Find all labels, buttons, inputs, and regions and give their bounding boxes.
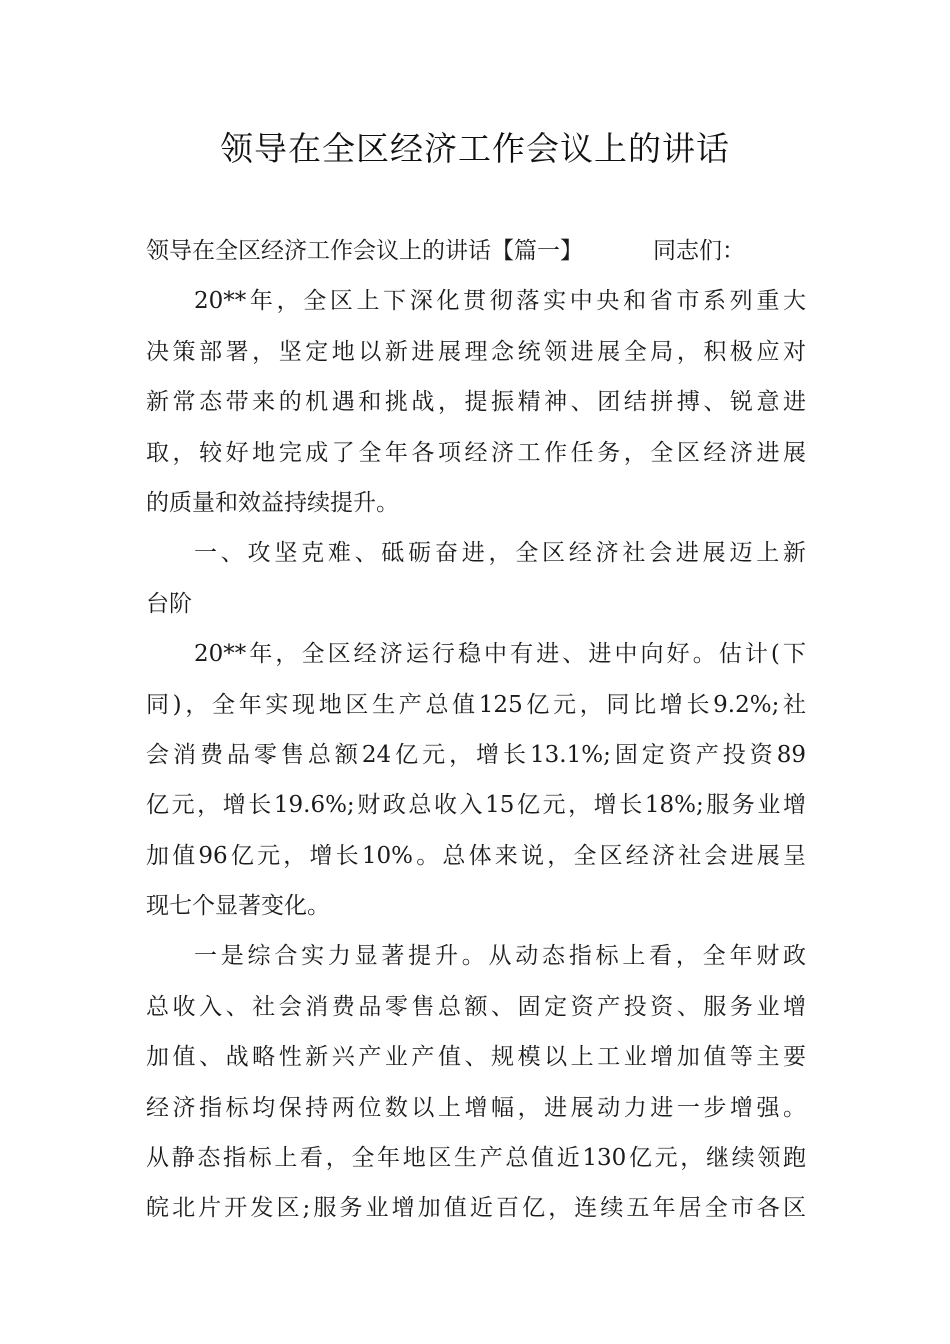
section-heading: 领导在全区经济工作会议上的讲话【篇一】 xyxy=(146,238,583,264)
paragraph-line: 亿元，增长19.6%;财政总收入15亿元，增长18%;服务业增 xyxy=(146,792,806,819)
salutation: 同志们： xyxy=(653,238,745,264)
paragraph-line: 从静态指标上看，全年地区生产总值近130亿元，继续领跑 xyxy=(146,1145,806,1172)
paragraph-line: 20**年，全区经济运行稳中有进、进中向好。估计(下 xyxy=(194,641,806,668)
paragraph-line: 皖北片开发区;服务业增加值近百亿，连续五年居全市各区 xyxy=(146,1195,806,1222)
paragraph-line: 会消费品零售总额24亿元，增长13.1%;固定资产投资89 xyxy=(146,741,806,768)
paragraph-line: 一是综合实力显著提升。从动态指标上看，全年财政 xyxy=(194,943,806,970)
paragraph-line: 经济指标均保持两位数以上增幅，进展动力进一步增强。 xyxy=(146,1094,806,1121)
paragraph-line: 加值96亿元，增长10%。总体来说，全区经济社会进展呈 xyxy=(146,842,806,869)
document-body xyxy=(146,226,806,1234)
paragraph-line: 20**年，全区上下深化贯彻落实中央和省市系列重大 xyxy=(194,288,806,315)
paragraph-line: 现七个显著变化。 xyxy=(146,893,330,920)
paragraph-line: 一、攻坚克难、砥砺奋进，全区经济社会进展迈上新 xyxy=(194,540,806,567)
paragraph-line: 的质量和效益持续提升。 xyxy=(146,489,399,516)
paragraph-line: 同)，全年实现地区生产总值125亿元，同比增长9.2%;社 xyxy=(146,691,806,718)
paragraph-line: 决策部署，坚定地以新进展理念统领进展全局，积极应对 xyxy=(146,338,806,365)
paragraph-line: 总收入、社会消费品零售总额、固定资产投资、服务业增 xyxy=(146,993,806,1020)
heading-line xyxy=(146,226,806,276)
document-title: 领导在全区经济工作会议上的讲话 xyxy=(220,129,730,168)
paragraph-line: 台阶 xyxy=(146,590,192,617)
paragraph-line: 新常态带来的机遇和挑战，提振精神、团结拼搏、锐意进 xyxy=(146,389,806,416)
paragraph-line: 取，较好地完成了全年各项经济工作任务，全区经济进展 xyxy=(146,439,806,466)
paragraph-line: 加值、战略性新兴产业产值、规模以上工业增加值等主要 xyxy=(146,1044,806,1071)
